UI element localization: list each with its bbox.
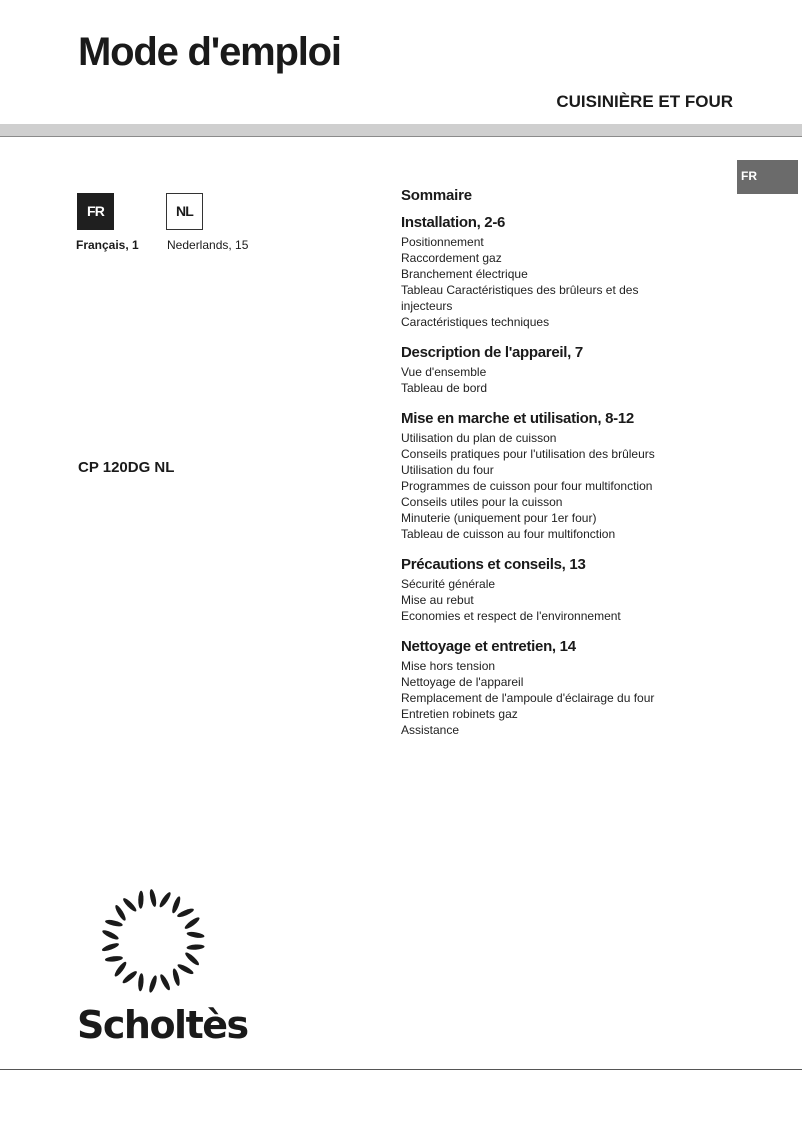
toc-item: Positionnement xyxy=(401,235,484,249)
footer-divider xyxy=(0,1069,802,1070)
toc-section-heading: Précautions et conseils, 13 xyxy=(401,556,586,573)
toc-section-heading: Mise en marche et utilisation, 8-12 xyxy=(401,410,634,427)
toc-item: Branchement électrique xyxy=(401,267,528,281)
toc-item: Tableau Caractéristiques des brûleurs et des xyxy=(401,283,639,297)
toc-item: Mise hors tension xyxy=(401,659,496,673)
language-label-fr: Français, 1 xyxy=(76,238,139,252)
header-band-divider xyxy=(0,136,802,137)
sun-ray xyxy=(176,907,195,919)
toc-item: Economies et respect de l'environnement xyxy=(401,609,621,623)
sun-ray xyxy=(183,916,201,931)
toc-item: Caractéristiques techniques xyxy=(401,315,550,329)
toc-item: Raccordement gaz xyxy=(401,251,502,265)
sun-ray xyxy=(186,944,204,950)
toc-section-installation xyxy=(401,214,731,330)
toc-item: Tableau de cuisson au four multifonction xyxy=(401,527,616,541)
toc-item: Vue d'ensemble xyxy=(401,365,487,379)
sun-ray xyxy=(159,973,172,991)
sun-ray xyxy=(184,951,201,967)
sun-ray xyxy=(122,897,138,913)
toc-item: Assistance xyxy=(401,723,460,737)
sun-ray xyxy=(149,889,158,908)
toc-item: Utilisation du four xyxy=(401,463,494,477)
language-box-nl: NL xyxy=(166,193,203,230)
language-box-fr: FR xyxy=(77,193,114,230)
sun-ray xyxy=(105,955,123,962)
sun-ray xyxy=(105,919,124,928)
toc-item: Programmes de cuisson pour four multifonction xyxy=(401,479,653,493)
brand-logo-text: Scholtès xyxy=(77,1003,248,1047)
toc-item: injecteurs xyxy=(401,299,453,313)
sun-ray xyxy=(171,895,182,914)
language-side-tab xyxy=(737,160,798,194)
model-number: CP 120DG NL xyxy=(78,459,175,476)
toc-title: Sommaire xyxy=(401,187,472,204)
sun-ray xyxy=(148,975,159,994)
sun-ray xyxy=(138,973,145,991)
sun-ray xyxy=(171,968,181,987)
product-type-subtitle: CUISINIÈRE ET FOUR xyxy=(556,92,733,111)
toc-section-heading: Description de l'appareil, 7 xyxy=(401,344,583,361)
toc-item: Utilisation du plan de cuisson xyxy=(401,431,557,445)
sun-ray xyxy=(121,969,138,984)
toc-item: Mise au rebut xyxy=(401,593,474,607)
sun-burst-logo-icon xyxy=(95,883,211,999)
sun-ray xyxy=(101,929,119,942)
toc-item: Conseils pratiques pour l'utilisation des brûleurs xyxy=(401,447,655,461)
toc-item: Entretien robinets gaz xyxy=(401,707,518,721)
sun-ray xyxy=(176,963,194,976)
sun-ray xyxy=(113,960,128,977)
toc-item: Minuterie (uniquement pour 1er four) xyxy=(401,511,597,525)
toc-section-description xyxy=(401,344,731,396)
toc-section-maintenance xyxy=(401,638,731,738)
page-title: Mode d'emploi xyxy=(78,30,341,74)
language-side-tab-label: FR xyxy=(741,169,757,183)
sun-ray xyxy=(114,904,128,922)
sun-ray xyxy=(158,891,172,909)
toc-section-heading: Installation, 2-6 xyxy=(401,214,506,231)
sun-ray xyxy=(101,942,120,953)
toc-section-usage xyxy=(401,410,731,542)
toc-section-heading: Nettoyage et entretien, 14 xyxy=(401,638,576,655)
header-band xyxy=(0,124,802,136)
sun-ray xyxy=(186,931,205,939)
language-label-nl: Nederlands, 15 xyxy=(167,238,249,252)
toc-item: Nettoyage de l'appareil xyxy=(401,675,524,689)
sun-ray xyxy=(138,891,144,909)
toc-item: Conseils utiles pour la cuisson xyxy=(401,495,563,509)
toc-item: Sécurité générale xyxy=(401,577,496,591)
toc-item: Tableau de bord xyxy=(401,381,488,395)
toc-section-precautions xyxy=(401,556,731,624)
table-of-contents xyxy=(401,187,731,752)
toc-item: Remplacement de l'ampoule d'éclairage du four xyxy=(401,691,655,705)
